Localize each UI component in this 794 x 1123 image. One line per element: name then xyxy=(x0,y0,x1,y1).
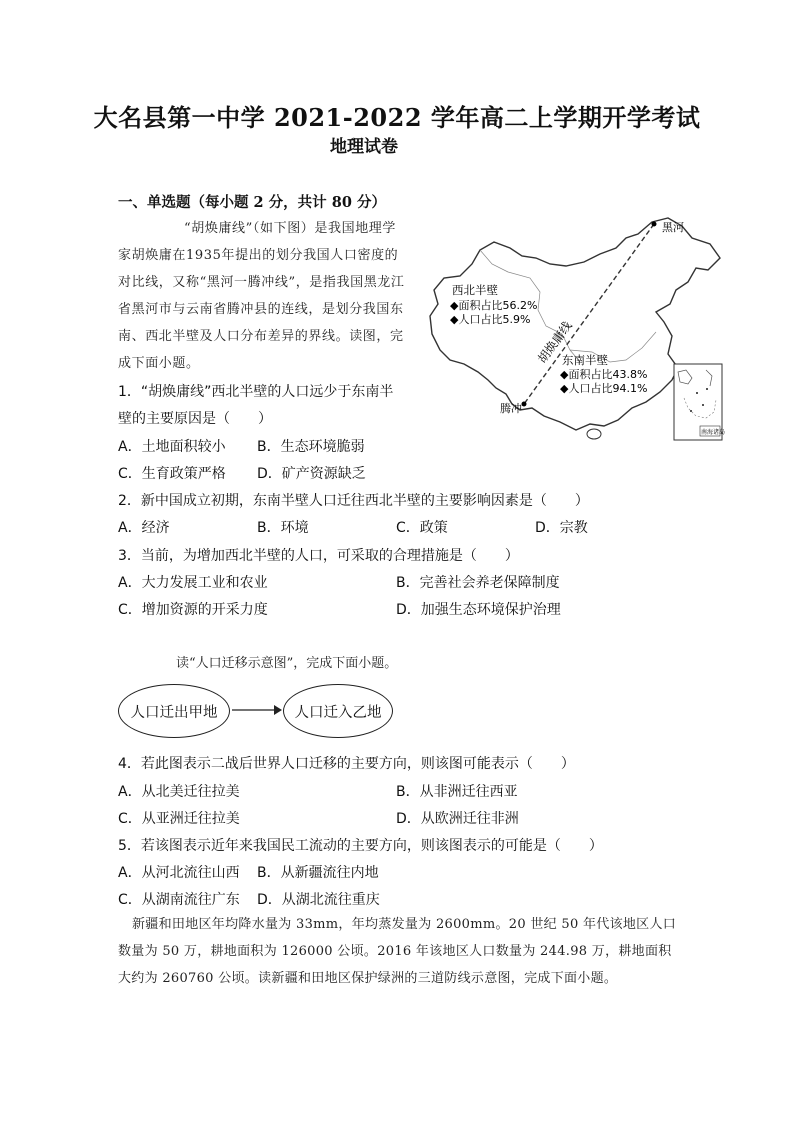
northwest-area: ◆面积占比56.2% xyxy=(450,299,538,312)
q5-option-b: B．从新疆流往内地 xyxy=(257,865,379,881)
migration-arrow xyxy=(230,702,284,718)
passage-migration: 读“人口迁移示意图”，完成下面小题。 xyxy=(176,656,398,671)
q3-option-d: D．加强生态环境保护治理 xyxy=(396,602,561,618)
q5-stem: 5．若该图表示近年来我国民工流动的主要方向，则该图表示的可能是（ ） xyxy=(118,838,603,854)
origin-oval xyxy=(118,684,230,738)
q1-option-d: D．矿产资源缺乏 xyxy=(257,466,366,482)
q1-option-a: A．土地面积较小 xyxy=(118,439,226,455)
tengchong-dot xyxy=(522,402,527,407)
northwest-title: 西北半壁 xyxy=(452,283,498,297)
tengchong-label: 腾冲 xyxy=(500,402,522,415)
q3-option-b: B．完善社会养老保障制度 xyxy=(396,575,560,591)
destination-label: 人口迁入乙地 xyxy=(294,704,382,721)
hu-line-map xyxy=(420,212,730,444)
inset-label: 南海诸岛 xyxy=(701,429,726,436)
q4-option-b: B．从非洲迁往西亚 xyxy=(396,784,518,800)
q4-option-a: A．从北美迁往拉美 xyxy=(118,784,240,800)
q1-option-b: B．生态环境脆弱 xyxy=(257,439,365,455)
q2-stem: 2．新中国成立初期，东南半壁人口迁往西北半壁的主要影响因素是（ ） xyxy=(118,493,589,509)
q4-option-d: D．从欧洲迁往非洲 xyxy=(396,811,519,827)
section-heading: 一、单选题（每小题 2 分，共计 80 分） xyxy=(118,194,386,211)
heihe-dot xyxy=(652,222,657,227)
southeast-area: ◆面积占比43.8% xyxy=(560,368,648,381)
q4-option-c: C．从亚洲迁往拉美 xyxy=(118,811,240,827)
passage-hu-line: “胡焕庸线”（如下图）是我国地理学家胡焕庸在1935年提出的划分我国人口密度的对比线，又称“黑河一腾冲线”，是指我国黑龙江省黑河市与云南省腾冲县的连线，是划分我国东南、西北半壁及人口分布差异的界线。读图，完成下面小题。 xyxy=(118,221,405,371)
exam-subtitle: 地理试卷 xyxy=(330,137,398,157)
hainan-island xyxy=(587,429,601,439)
q3-stem: 3．当前，为增加西北半壁的人口，可采取的合理措施是（ ） xyxy=(118,548,519,564)
q2-option-c: C．政策 xyxy=(396,520,448,536)
q3-option-c: C．增加资源的开采力度 xyxy=(118,602,268,618)
q5-option-d: D．从湖北流往重庆 xyxy=(257,892,380,908)
q2-option-d: D．宗教 xyxy=(535,520,588,536)
passage-hetian: 新疆和田地区年均降水量为 33mm，年均蒸发量为 2600mm。20 世纪 50 年代该地区人口数量为 50 万，耕地面积为 126000 公顷。2016 年该地区人口数量为 244.98 万，耕地面积大约为 260760 公顷。读新疆和田地区保护绿洲的三道防线示意图，完成下面小题。 xyxy=(118,917,677,986)
q2-option-b: B．环境 xyxy=(257,520,309,536)
q4-stem: 4．若此图表示二战后世界人口迁移的主要方向，则该图可能表示（ ） xyxy=(118,756,575,772)
destination-oval xyxy=(283,684,393,738)
heihe-label: 黑河 xyxy=(662,221,684,234)
hu-line-label: 胡焕庸线 xyxy=(535,318,575,366)
southeast-pop: ◆人口占比94.1% xyxy=(560,382,648,395)
q5-option-a: A．从河北流往山西 xyxy=(118,865,240,881)
q3-option-a: A．大力发展工业和农业 xyxy=(118,575,268,591)
q5-option-c: C．从湖南流往广东 xyxy=(118,892,240,908)
q1-stem-line1: 1．“胡焕庸线”西北半壁的人口远少于东南半 xyxy=(118,384,394,400)
origin-label: 人口迁出甲地 xyxy=(130,704,218,721)
q1-option-c: C．生育政策严格 xyxy=(118,466,226,482)
q2-option-a: A．经济 xyxy=(118,520,170,536)
q1-stem-line2: 壁的主要原因是（ ） xyxy=(118,411,272,427)
southeast-title: 东南半壁 xyxy=(562,353,608,367)
exam-title: 大名县第一中学 2021-2022 学年高二上学期开学考试 xyxy=(93,103,701,132)
northwest-pop: ◆人口占比5.9% xyxy=(450,313,531,326)
